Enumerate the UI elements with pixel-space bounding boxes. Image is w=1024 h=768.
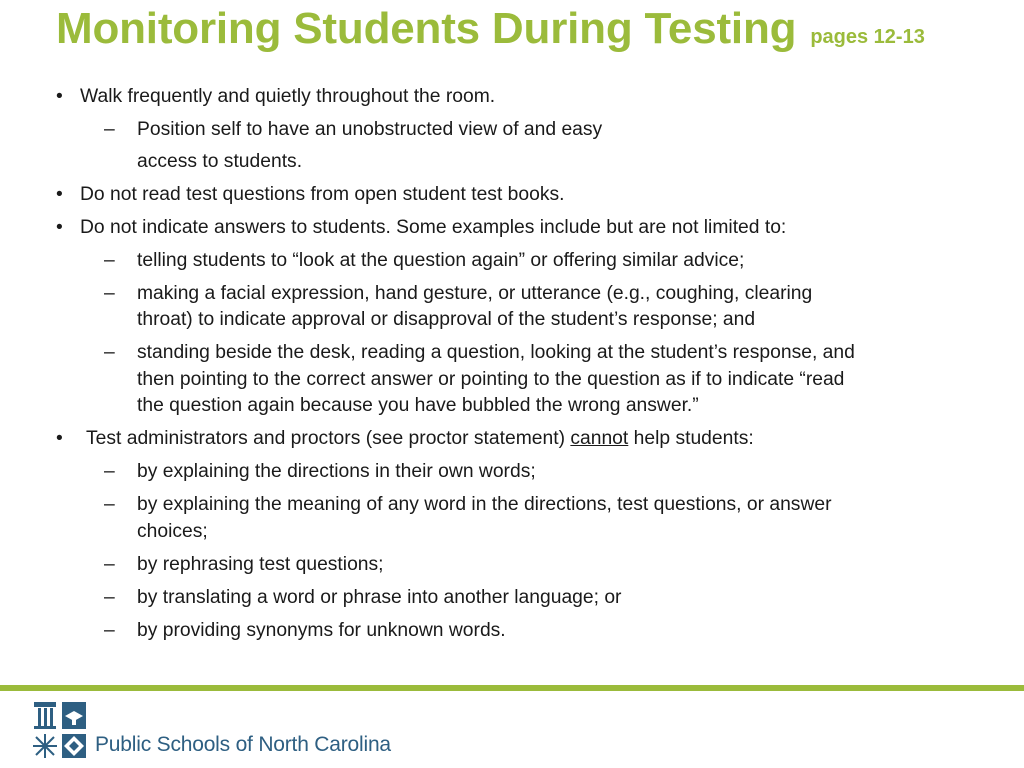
subbullet-text: access to students. <box>137 151 303 172</box>
dash-marker: – <box>104 620 115 641</box>
bullet-text <box>86 426 754 452</box>
subbullet-text: Position self to have an unobstructed view of and easy <box>137 119 603 140</box>
pscnc-logo-icon <box>32 700 88 762</box>
bullet-marker: • <box>56 217 63 238</box>
cannot-emphasis: cannot <box>570 428 629 449</box>
subbullet-text: standing beside the desk, reading a question, looking at the student’s response, and <box>137 342 855 363</box>
bullet-marker: • <box>56 184 63 205</box>
dash-marker: – <box>104 119 115 140</box>
subbullet-text: by explaining the meaning of any word in the directions, test questions, or answer <box>137 494 832 515</box>
subbullet-text: then pointing to the correct answer or pointing to the question as if to indicate “read <box>137 369 845 390</box>
subbullet-text: by providing synonyms for unknown words. <box>137 620 506 641</box>
dash-marker: – <box>104 250 115 271</box>
bullet-text: Walk frequently and quietly throughout the room. <box>80 86 496 107</box>
subbullet-text: throat) to indicate approval or disapproval of the student’s response; and <box>137 309 756 330</box>
title-pages: pages 12-13 <box>810 26 925 48</box>
subbullet-text: making a facial expression, hand gesture, or utterance (e.g., coughing, clearing <box>137 283 813 304</box>
bullet-marker: • <box>56 86 63 107</box>
dash-marker: – <box>104 554 115 575</box>
subbullet-text: telling students to “look at the question again” or offering similar advice; <box>137 250 745 271</box>
dash-marker: – <box>104 342 115 363</box>
subbullet-text: by translating a word or phrase into another language; or <box>137 587 622 608</box>
footer-divider <box>0 685 1024 691</box>
subbullet-text: the question again because you have bubbled the wrong answer.” <box>137 395 699 416</box>
bullet-text-after: help students: <box>628 428 754 449</box>
bullet-text: Do not indicate answers to students. Some examples include but are not limited to: <box>80 217 787 238</box>
dash-marker: – <box>104 587 115 608</box>
title-main: Monitoring Students During Testing <box>56 4 797 53</box>
footer-org-name: Public Schools of North Carolina <box>95 733 391 756</box>
subbullet-text: by explaining the directions in their own words; <box>137 461 536 482</box>
bullet-text: Do not read test questions from open student test books. <box>80 184 565 205</box>
subbullet-text: choices; <box>137 521 208 542</box>
bullet-text-before: Test administrators and proctors (see proctor statement) <box>86 428 571 449</box>
dash-marker: – <box>104 494 115 515</box>
subbullet-text: by rephrasing test questions; <box>137 554 384 575</box>
slide-title <box>56 4 925 54</box>
bullet-marker: • <box>56 428 63 449</box>
dash-marker: – <box>104 461 115 482</box>
dash-marker: – <box>104 283 115 304</box>
